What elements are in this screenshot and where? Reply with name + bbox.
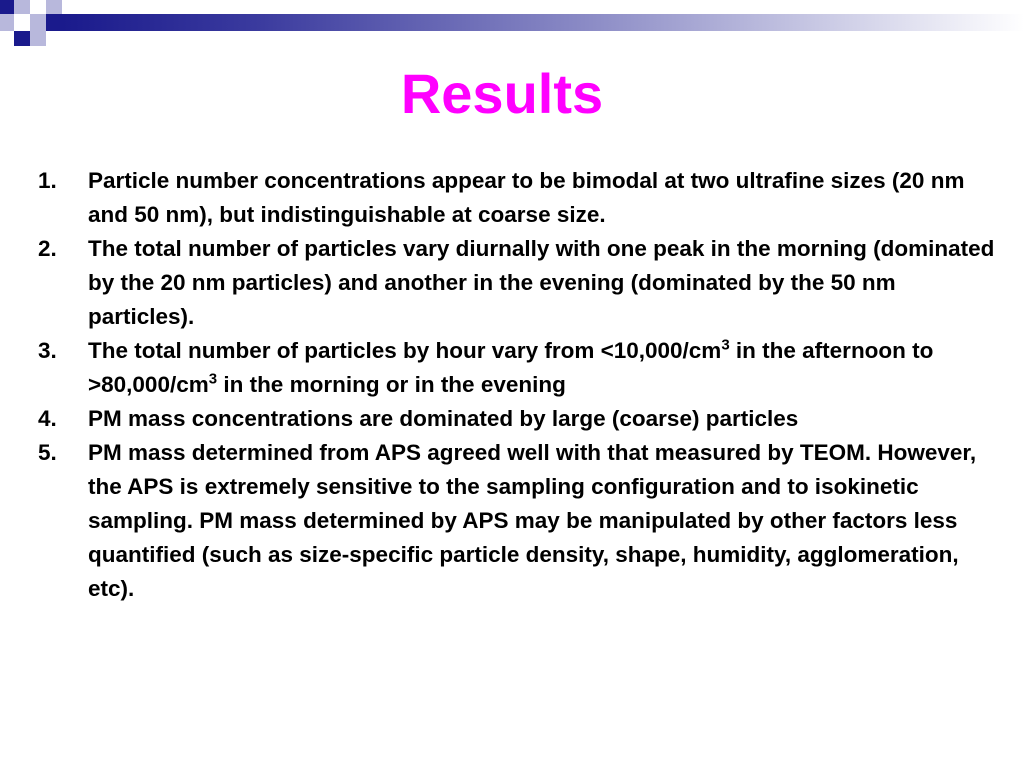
deco-square: [46, 14, 62, 31]
list-item-text: PM mass determined from APS agreed well with that measured by TEOM. However, the APS is extremely sensitive to the sampling configuration and to isokinetic sampling. PM mass determined by APS may be manipulated by other factors less quantified (such as size-specific particle density, shape, humidity, agglomeration, etc).: [88, 440, 977, 601]
text-segment: in the morning or in the evening: [217, 372, 566, 397]
deco-square: [46, 0, 62, 14]
list-item-number: 2.: [38, 236, 57, 261]
list-item-number: 1.: [38, 168, 57, 193]
deco-square: [14, 14, 30, 31]
list-item-text: [88, 334, 998, 402]
text-segment: The total number of particles by hour vary from <10,000/cm: [88, 338, 722, 363]
deco-square: [0, 0, 14, 14]
superscript: 3: [208, 370, 218, 388]
deco-square: [30, 31, 46, 46]
list-item: [38, 436, 998, 606]
list-item-text: The total number of particles vary diurnally with one peak in the morning (dominated by the 20 nm particles) and another in the evening (dominated by the 50 nm particles).: [88, 236, 995, 329]
header-decoration: [0, 0, 1024, 60]
deco-square: [14, 0, 30, 14]
header-gradient-bar: [62, 14, 1024, 31]
superscript: 3: [721, 336, 730, 354]
results-list: [38, 164, 998, 606]
list-item: [38, 164, 998, 232]
deco-square: [30, 14, 46, 31]
deco-square: [30, 0, 46, 14]
list-item: [38, 232, 998, 334]
list-item-number: 4.: [38, 406, 57, 431]
list-item-number: 5.: [38, 440, 57, 465]
text-segment: in the afternoon to >80,000/cm: [88, 338, 934, 397]
deco-square: [14, 31, 30, 46]
list-item: [38, 402, 998, 436]
slide-title: Results: [400, 62, 604, 125]
list-item-number: 3.: [38, 338, 57, 363]
list-item: [38, 334, 998, 402]
list-item-text: PM mass concentrations are dominated by large (coarse) particles: [88, 406, 799, 431]
deco-square: [0, 14, 14, 31]
list-item-text: Particle number concentrations appear to be bimodal at two ultrafine sizes (20 nm and 50 nm), but indistinguishable at coarse size.: [88, 168, 965, 227]
